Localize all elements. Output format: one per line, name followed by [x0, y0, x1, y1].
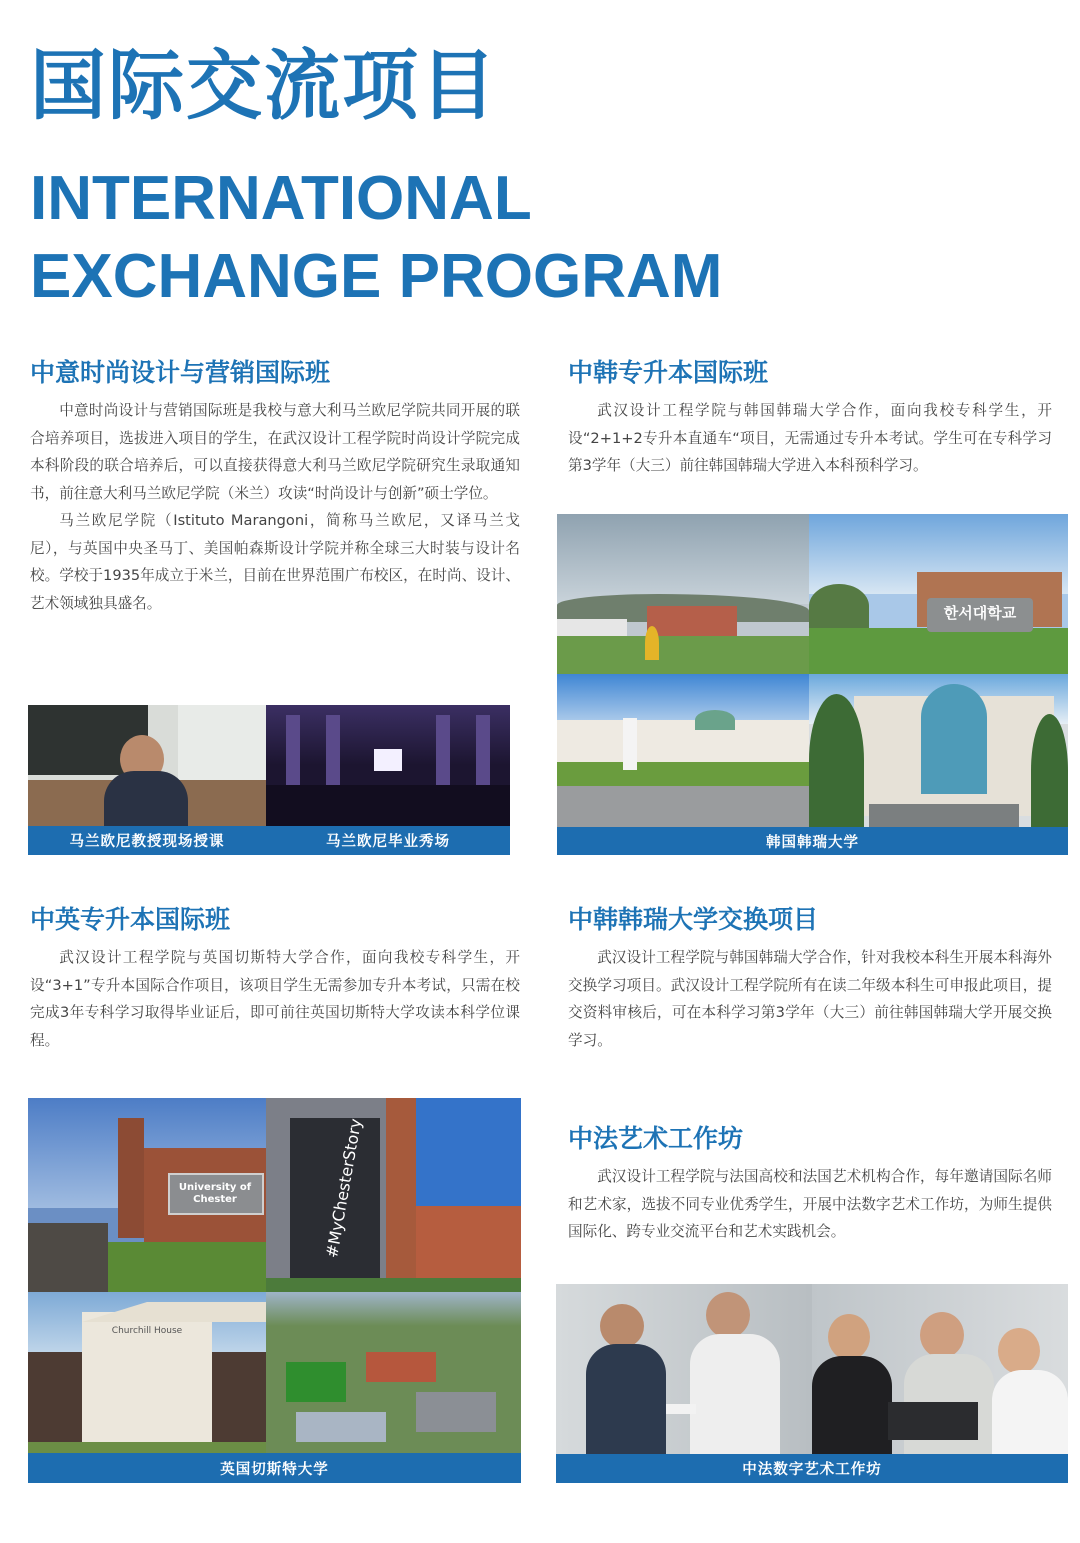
- chester-university-photo-block: [28, 1098, 521, 1483]
- hanseo-campus-photo-3: [557, 674, 809, 827]
- france-section-title: 中法艺术工作坊: [568, 1124, 744, 1153]
- hanseo-campus-photo-2: [809, 514, 1068, 674]
- professor-lecture-photo: [28, 705, 266, 826]
- italy-paragraph-2: 马兰欧尼学院（Istituto Marangoni，简称马兰欧尼，又译马兰戈尼），与英国中央圣马丁、美国帕森斯设计学院并称全球三大时装与设计名校。学校于1935年成立于米兰，目前在世界范围广布校区，在时尚、设计、艺术领域独具盛名。: [30, 512, 520, 612]
- hanseo-campus-photo-4: [809, 674, 1068, 827]
- france-section-text: [568, 1163, 1052, 1246]
- italy-section-title: 中意时尚设计与营销国际班: [30, 358, 331, 387]
- churchill-house-photo: [28, 1292, 266, 1453]
- uk-paragraph-1: 武汉设计工程学院与英国切斯特大学合作，面向我校专科学生，开设“3+1”专升本国际合作项目，该项目学生无需参加专升本考试，只需在校完成3年专科学习取得毕业证后，即可前往英国切斯特大学攻读本科学位课程。: [30, 949, 520, 1049]
- hanseo-campus-photo-1: [557, 514, 809, 674]
- korea-upgrade-section-title: 中韩专升本国际班: [568, 358, 769, 387]
- korea-exchange-section-title: 中韩韩瑞大学交换项目: [568, 905, 819, 934]
- workshop-photo-left: [556, 1284, 812, 1454]
- graduation-show-photo: [266, 705, 510, 826]
- chester-aerial-photo: [266, 1292, 521, 1453]
- page-title-en: [30, 160, 722, 316]
- workshop-photo-right: [812, 1284, 1068, 1454]
- page-title-cn: 国际交流项目: [30, 41, 498, 130]
- graduation-show-caption: 马兰欧尼毕业秀场: [266, 826, 510, 855]
- france-paragraph-1: 武汉设计工程学院与法国高校和法国艺术机构合作，每年邀请国际名师和艺术家，选拔不同专业优秀学生，开展中法数字艺术工作坊，为师生提供国际化、跨专业交流平台和艺术实践机会。: [568, 1168, 1052, 1240]
- uk-section-title: 中英专升本国际班: [30, 905, 231, 934]
- hanseo-university-photo-block: [557, 514, 1068, 855]
- korea-exchange-section-text: [568, 944, 1052, 1054]
- page-title-en-line1: INTERNATIONAL: [30, 164, 532, 233]
- professor-lecture-caption: 马兰欧尼教授现场授课: [28, 826, 266, 855]
- korea-exchange-paragraph-1: 武汉设计工程学院与韩国韩瑞大学合作，针对我校本科生开展本科海外交换学习项目。武汉设计工程学院所有在读二年级本科生可申报此项目，提交资料审核后，可在本科学习第3学年（大三）前往韩国韩瑞大学开展交换学习。: [568, 949, 1052, 1049]
- chester-banner-photo: [266, 1098, 521, 1292]
- italy-paragraph-1: 中意时尚设计与营销国际班是我校与意大利马兰欧尼学院共同开展的联合培养项目，选拔进入项目的学生，在武汉设计工程学院时尚设计学院完成本科阶段的联合培养后，可以直接获得意大利马兰欧尼学院研究生录取通知书，前往意大利马兰欧尼学院（米兰）攻读“时尚设计与创新”硕士学位。: [30, 402, 520, 502]
- hanseo-university-caption: 韩国韩瑞大学: [557, 827, 1068, 855]
- page-title-en-line2: EXCHANGE PROGRAM: [30, 242, 723, 311]
- hanseo-sign-text: 한서대학교: [943, 604, 1017, 622]
- italy-section-text: [30, 397, 520, 617]
- chester-entrance-photo: [28, 1098, 266, 1292]
- chester-sign-text: University of Chester: [178, 1182, 252, 1205]
- chester-banner-text: #MyChesterStory: [322, 1117, 366, 1260]
- uk-section-text: [30, 944, 520, 1054]
- france-workshop-caption: 中法数字艺术工作坊: [556, 1454, 1068, 1483]
- churchill-house-text: Churchill House: [111, 1326, 183, 1336]
- france-workshop-photo-block: [556, 1284, 1068, 1483]
- korea-upgrade-paragraph-1: 武汉设计工程学院与韩国韩瑞大学合作，面向我校专科学生，开设“2+1+2专升本直通车“项目，无需通过专升本考试。学生可在专科学习第3学年（大三）前往韩国韩瑞大学进入本科预科学习。: [568, 402, 1052, 474]
- korea-upgrade-section-text: [568, 397, 1052, 480]
- chester-university-caption: 英国切斯特大学: [28, 1453, 521, 1483]
- italy-photo-block: [28, 705, 510, 855]
